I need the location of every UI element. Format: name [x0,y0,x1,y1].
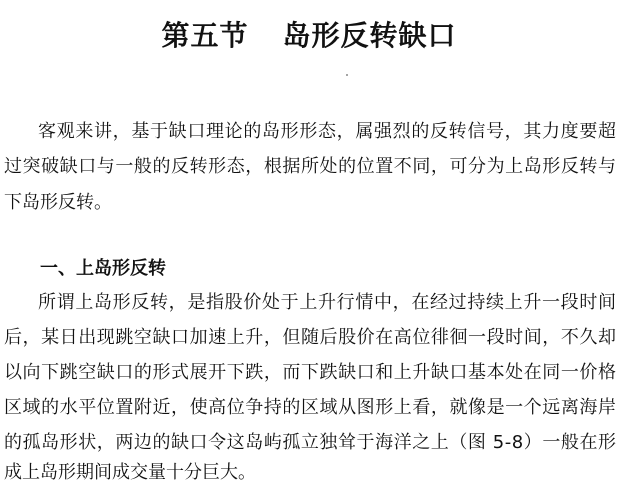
body-line-1: 所谓上岛形反转，是指股价处于上升行情中，在经过持续上升一段时间 [38,292,617,313]
intro-line-3: 下岛形反转。 [4,192,112,213]
scan-speck [346,74,348,76]
body-line-4: 区域的水平位置附近，使高位争持的区域从图形上看，就像是一个远离海岸 [4,397,617,418]
body-line-6: 成上岛形期间成交量十分巨大。 [4,462,256,483]
body-line-3: 以向下跳空缺口的形式展开下跌，而下跌缺口和上升缺口基本处在同一价格 [4,362,617,383]
intro-line-2: 过突破缺口与一般的反转形态，根据所处的位置不同，可分为上岛形反转与 [4,156,617,177]
body-line-2: 后，某日出现跳空缺口加速上升，但随后股价在高位徘徊一段时间，不久却 [4,327,617,348]
intro-line-1: 客观来讲，基于缺口理论的岛形形态，属强烈的反转信号，其力度要超 [38,121,617,142]
section-title [0,16,618,56]
subsection-heading: 一、上岛形反转 [40,258,166,279]
section-title-text: 岛形反转缺口 [282,19,457,52]
section-number: 第五节 [161,19,249,52]
body-line-5: 的孤岛形状，两边的缺口令这岛屿孤立独耸于海洋之上（图 5-8）一般在形 [4,432,617,453]
